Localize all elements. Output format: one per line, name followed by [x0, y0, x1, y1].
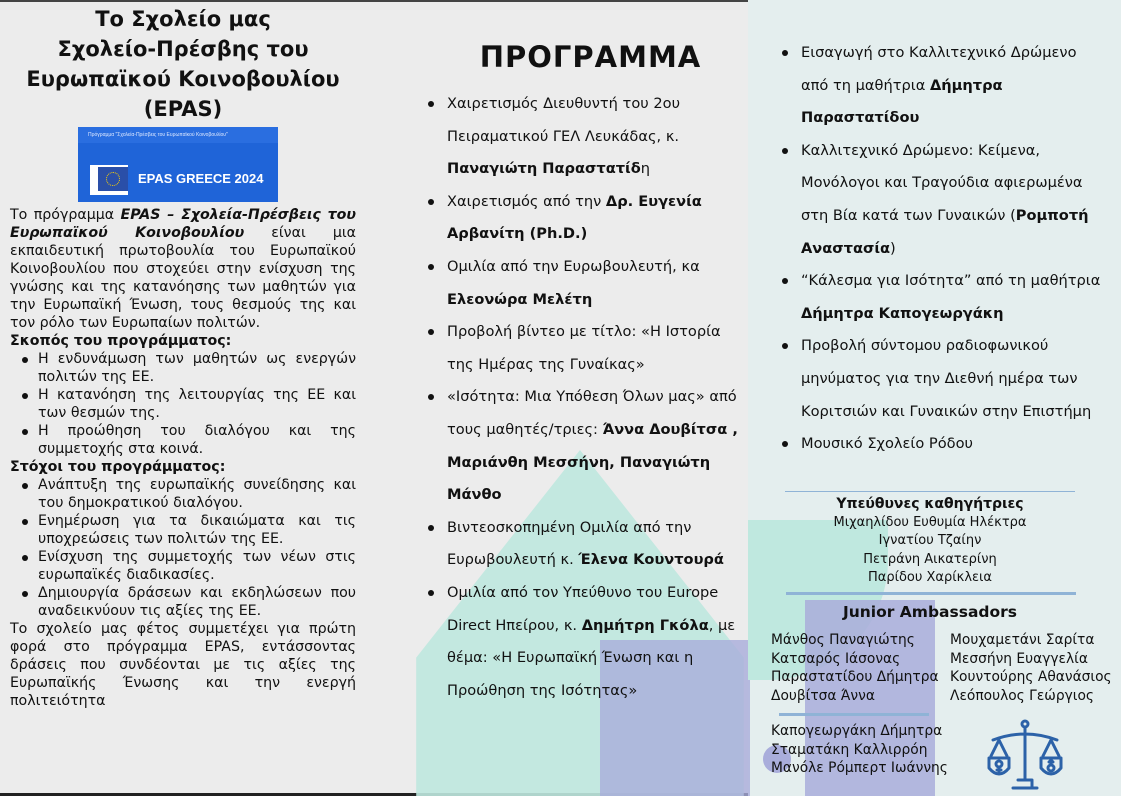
text-segment: Ομιλία από τον Υπεύθυνο του Europe Direct Ηπείρου, κ. [447, 583, 719, 634]
text-segment: Χαιρετισμός Διευθυντή του 2ου Πειραματικού ΓΕΛ Λευκάδας, κ. [447, 95, 681, 145]
list-item [418, 577, 738, 707]
text-segment: Χαιρετισμός από την [447, 192, 606, 210]
logo-text: EPAS GREECE 2024 [138, 171, 264, 186]
ambassador-name: Καπογεωργάκη Δήμητρα [771, 723, 943, 739]
bold-text: Δημήτρη Γκόλα [581, 616, 709, 634]
text-segment: Καλλιτεχνικό Δρώμενο: Κείμενα, Μονόλογοι και Τραγούδια αφιερωμένα στη Βία κατά των Γυναικών ( [801, 141, 1083, 224]
list-item [418, 316, 738, 381]
list-item [772, 265, 1102, 330]
bold-text: Ρομποτή Αναστασία [801, 206, 1089, 257]
purpose-heading: Σκοπός του προγράμματος: [10, 333, 232, 349]
ambassadors-heading: Junior Ambassadors [842, 603, 1018, 621]
ambassador-name: Λεόπουλος Γεώργιος [950, 688, 1094, 705]
page-title [10, 4, 356, 124]
bold-text: EPAS – Σχολεία-Πρέσβεις του Ευρωπαϊκού Κοινοβουλίου [10, 207, 356, 241]
divider [779, 713, 929, 716]
text-segment: Προβολή βίντεο με τίτλο: «Η Ιστορία της Ημέρας της Γυναίκας» [447, 323, 721, 373]
text-segment: ) [890, 239, 896, 257]
bold-text: Δήμητρα Καπογεωργάκη [801, 304, 1004, 322]
left-column [10, 4, 356, 710]
epas-logo [78, 127, 278, 202]
title-line: (EPAS) [143, 97, 223, 121]
ambassador-name: Σταματάκη Καλλιρρόη [771, 741, 928, 758]
text-segment: “Κάλεσμα για Ισότητα” από τη μαθήτρια [801, 272, 1101, 290]
list-item: Δημιουργία δράσεων και εκδηλώσεων που αναδεικνύουν τις αξίες της ΕΕ. [10, 584, 356, 620]
eu-flag-icon [98, 167, 128, 191]
purpose-list [10, 350, 356, 458]
bold-text: Δήμητρα Παραστατίδου [801, 76, 1003, 127]
bold-text: Δρ. Ευγενία Αρβανίτη (Ph.D.) [447, 192, 702, 243]
list-item [772, 428, 1102, 461]
list-item: Η ενδυνάμωση των μαθητών ως ενεργών πολιτών της ΕΕ. [10, 350, 356, 386]
list-item [418, 512, 738, 577]
text-segment: Ομιλία από την Ευρωβουλευτή, κα [447, 257, 700, 275]
divider [785, 491, 1075, 492]
closing-paragraph: Το σχολείο μας φέτος συμμετέχει για πρώτη φορά στο πρόγραμμα EPAS, εντάσσοντας δράσεις που συνδέονται με τις αξίες της Ευρωπαϊκής Ένωσης και την ενεργή πολιτειότητα [10, 621, 356, 709]
text-segment: Βιντεοσκοπημένη Ομιλία από την Ευρωβουλευτή κ. [447, 518, 692, 569]
list-item [418, 251, 738, 316]
text-segment: Μουσικό Σχολείο Ρόδου [801, 435, 973, 453]
list-item [772, 135, 1102, 265]
program-column [418, 40, 738, 707]
program-list-continued [772, 37, 1102, 461]
ambassador-name: Δουβίτσα Άννα [771, 688, 875, 705]
list-item: Η προώθηση του διαλόγου και της συμμετοχής στα κοινά. [10, 422, 356, 458]
text-segment: Εισαγωγή στο Καλλιτεχνικό Δρώμενο από τη μαθήτρια [801, 44, 1077, 94]
teachers-section [760, 495, 1100, 588]
goals-heading: Στόχοι του προγράμματος: [10, 459, 226, 475]
teacher-name: Πετράνη Αικατερίνη [863, 551, 997, 567]
teacher-name: Ιγνατίου Τζαίην [878, 533, 982, 548]
teacher-name: Παρίδου Χαρίκλεια [867, 570, 993, 585]
ambassador-name: Μουχαμετάνι Σαρίτα [950, 632, 1095, 648]
intro-paragraph [10, 206, 356, 332]
ambassadors-col2 [950, 631, 1112, 706]
text-segment: , με θέμα: «Η Ευρωπαϊκή Ένωση και η Προώθηση της Ισότητας» [447, 616, 736, 699]
balance-scale-gender-icon [985, 718, 1065, 792]
bold-text: Έλενα Κουντουρά [578, 551, 724, 569]
list-item [418, 186, 738, 251]
ambassador-name: Κατσαρός Ιάσονας [771, 650, 901, 667]
list-item: Η κατανόηση της λειτουργίας της ΕΕ και των θεσμών της. [10, 386, 356, 422]
text-segment: η [640, 160, 650, 178]
ambassadors-col3 [771, 722, 948, 778]
bold-text: Άννα Δουβίτσα , Μαριάνθη Μεσσήνη, Παναγιώτη Μάνθο [447, 420, 738, 504]
list-item [418, 381, 738, 511]
bold-text: Παναγιώτη Παραστατίδ [447, 160, 641, 178]
ambassadors-col1 [771, 631, 939, 706]
bold-text: Ελεονώρα Μελέτη [447, 290, 593, 308]
list-item [772, 37, 1102, 135]
title-line: Το Σχολείο μας [95, 7, 271, 31]
ambassador-name: Κουντούρης Αθανάσιος [950, 669, 1112, 686]
text-segment: Προβολή σύντομου ραδιοφωνικού μηνύματος για την Διεθνή ημέρα των Κοριτσιών και Γυναικών στην Επιστήμη [801, 337, 1092, 420]
text-segment: είναι μια εκπαιδευτική πρωτοβουλία του Ευρωπαϊκού Κοινοβουλίου που στοχεύει στην ενίσχυση της γνώσης και της κατανόησης των μαθητών για την Ευρωπαϊκή Ένωση, τους θεσμούς της και τον ρόλο των Ευρωπαίων πολιτών. [10, 225, 356, 331]
ambassador-name: Μανόλε Ρόμπερτ Ιωάννης [771, 760, 948, 777]
list-item: Ενημέρωση για τα δικαιώματα και τις υποχρεώσεις των πολιτών της ΕΕ. [10, 512, 356, 548]
logo-caption: Πρόγραμμα "Σχολεία-Πρέσβεις του Ευρωπαϊκού Κοινοβουλίου" [78, 127, 278, 143]
list-item: Ανάπτυξη της ευρωπαϊκής συνείδησης και του δημοκρατικού διαλόγου. [10, 476, 356, 512]
ambassador-name: Μάνθος Παναγιώτης [771, 632, 915, 648]
list-item [418, 88, 738, 186]
goals-list [10, 476, 356, 620]
ambassador-name: Παραστατίδου Δήμητρα [771, 669, 939, 686]
list-item [772, 330, 1102, 428]
divider [786, 592, 1076, 595]
program-list [418, 88, 738, 707]
teachers-heading: Υπεύθυνες καθηγήτριες [836, 496, 1024, 512]
text-segment: «Ισότητα: Μια Υπόθεση Όλων μας» από τους μαθητές/τριες: [447, 388, 737, 438]
program-title: ΠΡΟΓΡΑΜΜΑ [479, 40, 702, 74]
text-segment: Το πρόγραμμα [10, 207, 121, 223]
ambassador-name: Μεσσήνη Ευαγγελία [950, 650, 1088, 667]
title-line: Σχολείο-Πρέσβης του [57, 37, 309, 61]
list-item: Ενίσχυση της συμμετοχής των νέων στις ευρωπαϊκές διαδικασίες. [10, 548, 356, 584]
title-line: Ευρωπαϊκού Κοινοβουλίου [26, 67, 340, 91]
teacher-name: Μιχαηλίδου Ευθυμία Ηλέκτρα [833, 514, 1027, 530]
